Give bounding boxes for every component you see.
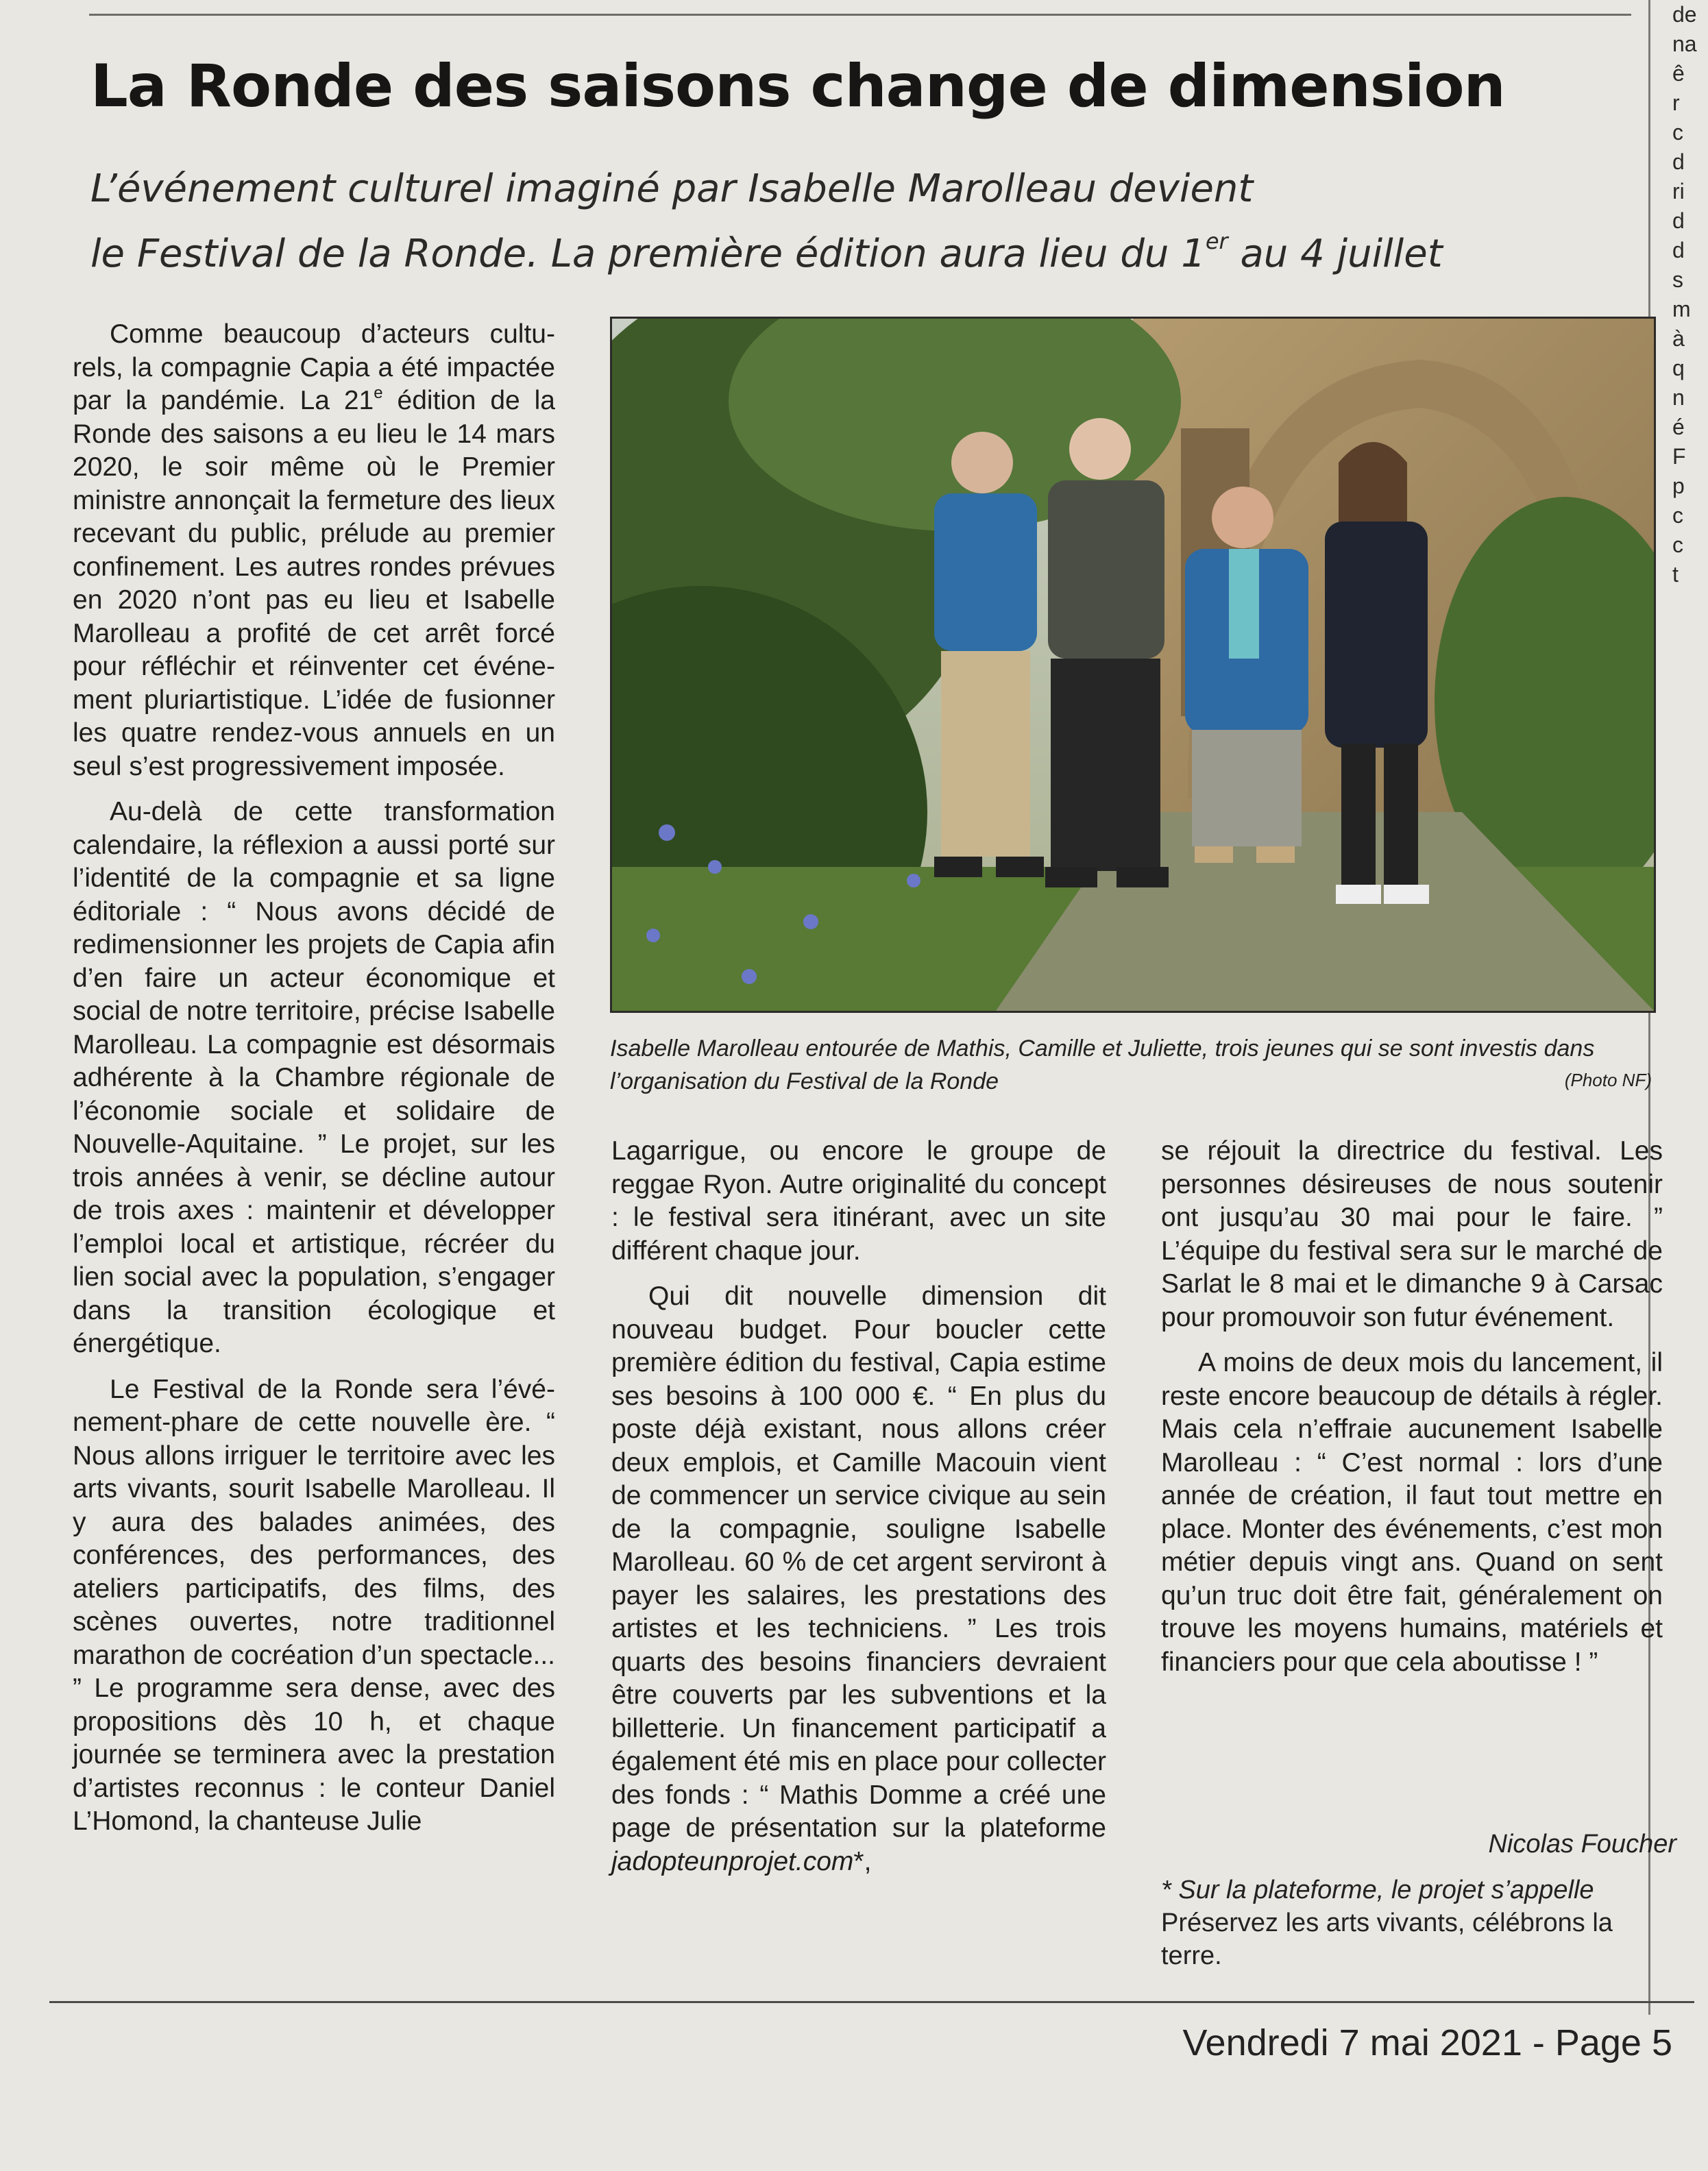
photo-credit: (Photo NF) [1564,1070,1652,1090]
paragraph: Qui dit nouvelle dimension dit nouveau budget. Pour boucler cette première édition du festival, Capia estime ses besoins à 100 000 €. “ En plus du poste déjà existant, nous allons créer deux emplois, et Camille Macouin vient de commencer un service civique au sein de la compagnie, souligne Isabelle Marolleau. 60 % de cet argent serviront à payer les salaires, les prestations des artistes et les techniciens. ” Les trois quarts des besoins financiers devraient être couverts par les subventions et la billetterie. Un financement participatif a également été mis en place pour collecter des fonds : “ Mathis Domme a créé une page de présentation sur la plateforme jadopteunprojet.com*, [611,1281,1106,1876]
paragraph: A moins de deux mois du lancement, il reste encore beaucoup de détails à régler. Mais cela n’effraie aucunement Isabelle Marolleau : “ C’est normal : lors d’une année de création, il faut tout mettre en place. Monter des événements, c’est mon métier depuis vingt ans. Quand on sent qu’un truc doit être fait, généralement on trouve les moyens humains, matériels et financiers pour que cela aboutisse ! ” [1161,1348,1663,1677]
deck-line-2: le Festival de la Ronde. La première édition aura lieu du 1er au 4 juillet [90,228,1443,276]
paragraph: Au-delà de cette transformation calendaire, la réflexion a aussi porté sur l’identité de la compagnie et sa ligne éditoriale : “ Nous avons décidé de redimensionner les projets de Capia afin d’en faire un acteur économique et social de notre territoire, précise Isabelle Marolleau. La compagnie est désormais adhérente à la Chambre régionale de l’économie sociale et solidaire de Nouvelle-Aquitaine. ” Le projet, sur les trois années à venir, se décline autour de trois axes : maintenir et développer l’emploi local et artistique, récréer du lien social avec la population, s’engager dans la transition écologique et énergétique. [73,797,555,1358]
headline: La Ronde des saisons change de dimension [90,52,1505,121]
deck [90,163,1626,280]
top-rule [89,14,1631,16]
paragraph: se réjouit la directrice du festival. Les personnes désireuses de nous soutenir ont jusqu’au 30 mai pour le faire. ” L’équipe du festival sera sur le marché de Sarlat le 8 mai et le dimanche 9 à Carsac pour promouvoir son futur événement. [1161,1136,1663,1332]
article-photo [610,317,1656,1013]
deck-line-1: L’événement culturel imaginé par Isabelle Marolleau devient [90,167,1254,211]
page-footer: Vendredi 7 mai 2021 - Page 5 [1182,2022,1672,2063]
footnote: * Sur la plateforme, le projet s’appelle Préservez les arts vivants, célébrons la terre. [1161,1876,1613,1970]
paragraph: Comme beaucoup d’acteurs culturels, la compagnie Capia a été impactée par la pandémie. La 21e édition de la Ronde des saisons a eu lieu le 14 mars 2020, le soir même où le Premier ministre annonçait la fermeture des lieux recevant du public, prélude au premier confinement. Les autres rondes prévues en 2020 n’ont pas eu lieu et Isabelle Marolleau a profité de cet arrêt forcé pour réfléchir et réinventer cet événement pluriartistique. L’idée de fusionner les quatre rendez-vous annuels en un seul s’est progressivement imposée. [73,319,555,781]
bottom-rule [49,2001,1694,2003]
author-signature: Nicolas Foucher [1488,1830,1676,1859]
platform-link-text: jadopteunprojet.com [611,1846,854,1876]
adjacent-article-fragment: de na ê r c d ri d d s m à q n é F p c c t [1672,2,1697,587]
paragraph: Lagarrigue, ou encore le groupe de reggae Ryon. Autre originalité du concept : le festival sera itinérant, avec un site différent chaque jour. [611,1136,1106,1266]
photo-illustration [612,319,1654,1011]
article-column-1 [73,318,555,1851]
article-column-2 [611,1135,1106,1891]
photo-caption: Isabelle Marolleau entourée de Mathis, Camille et Juliette, trois jeunes qui se sont investis dans l’organisation du Festival de la Ronde (Photo NF) [610,1032,1652,1098]
paragraph: Le Festival de la Ronde sera l’événement-phare de cette nouvelle ère. “ Nous allons irriguer le territoire avec les arts vivants, sourit Isabelle Marolleau. Il y aura des balades animées, des conférences, des performances, des ateliers participatifs, des films, des scènes ouvertes, notre traditionnel marathon de cocréation d’un spectacle... ” Le programme sera dense, avec des propositions dès 10 h, et chaque journée se terminera avec la prestation d’artistes reconnus : le conteur Daniel L’Homond, la chanteuse Julie [73,1374,555,1836]
article-column-3 [1161,1135,1663,1691]
